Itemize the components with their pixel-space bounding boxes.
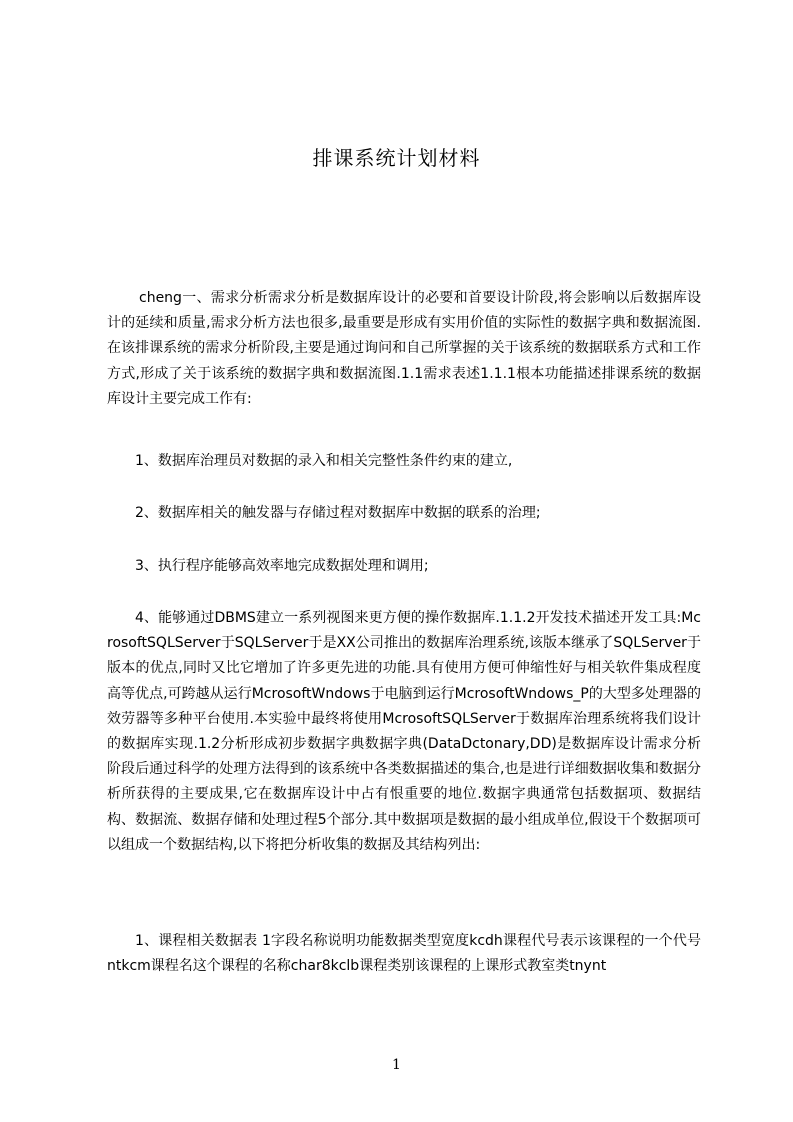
list-item-4: 4、能够通过DBMS建立一系列视图来更方便的操作数据库.1.1.2开发技术描述开发工具:McrosoftSQLServer于SQLServer于是XX公司推出的数据库治理系统,该版本继承了SQLServer于版本的优点,同时又比它增加了许多更先进的功能.具有使用方便可伸缩性好与相关软件集成程度高等优点,可跨越从运行McrosoftWndows于电脑到运行McrosoftWndows_P的大型多处理器的效劳器等多种平台使用.本实验中最终将使用McrosoftSQLServer于数据库治理系统将我们设计的数据库实现.1.2分析形成初步数据字典数据字典(DataDctonary,DD)是数据库设计需求分析阶段后通过科学的处理方法得到的该系统中各类数据描述的集合,也是进行详细数据收集和数据分析所获得的主要成果,它在数据库设计中占有恨重要的地位.数据字典通常包括数据项、数据结构、数据流、数据存储和处理过程5个部分.其中数据项是数据的最小组成单位,假设干个数据项可以组成一个数据结构,以下将把分析收集的数据及其结构列出:	[107, 610, 701, 853]
intro-paragraph: cheng一、需求分析需求分析是数据库设计的必要和首要设计阶段,将会影响以后数据库设计的延续和质量,需求分析方法也很多,最重要是形成有实用价值的实际性的数据字典和数据流图.在该排课系统的需求分析阶段,主要是通过询问和自己所掌握的关于该系统的数据联系方式和工作方式,形成了关于该系统的数据字典和数据流图.1.1需求表述1.1.1根本功能描述排课系统的数据库设计主要完成工作有:	[107, 290, 701, 407]
course-table-paragraph: 1、课程相关数据表 1字段名称说明功能数据类型宽度kcdh课程代号表示该课程的一个代号ntkcm课程名这个课程的名称char8kclb课程类别该课程的上课形式教室类tnynt	[107, 933, 701, 975]
page-title: 排课系统计划材料	[312, 146, 481, 170]
list-item-2: 2、数据库相关的触发器与存储过程对数据库中数据的联系的治理;	[135, 505, 541, 521]
page-number: 1	[392, 1057, 401, 1073]
list-item-3: 3、执行程序能够高效率地完成数据处理和调用;	[135, 558, 429, 574]
list-item-1: 1、数据库治理员对数据的录入和相关完整性条件约束的建立,	[135, 453, 513, 469]
